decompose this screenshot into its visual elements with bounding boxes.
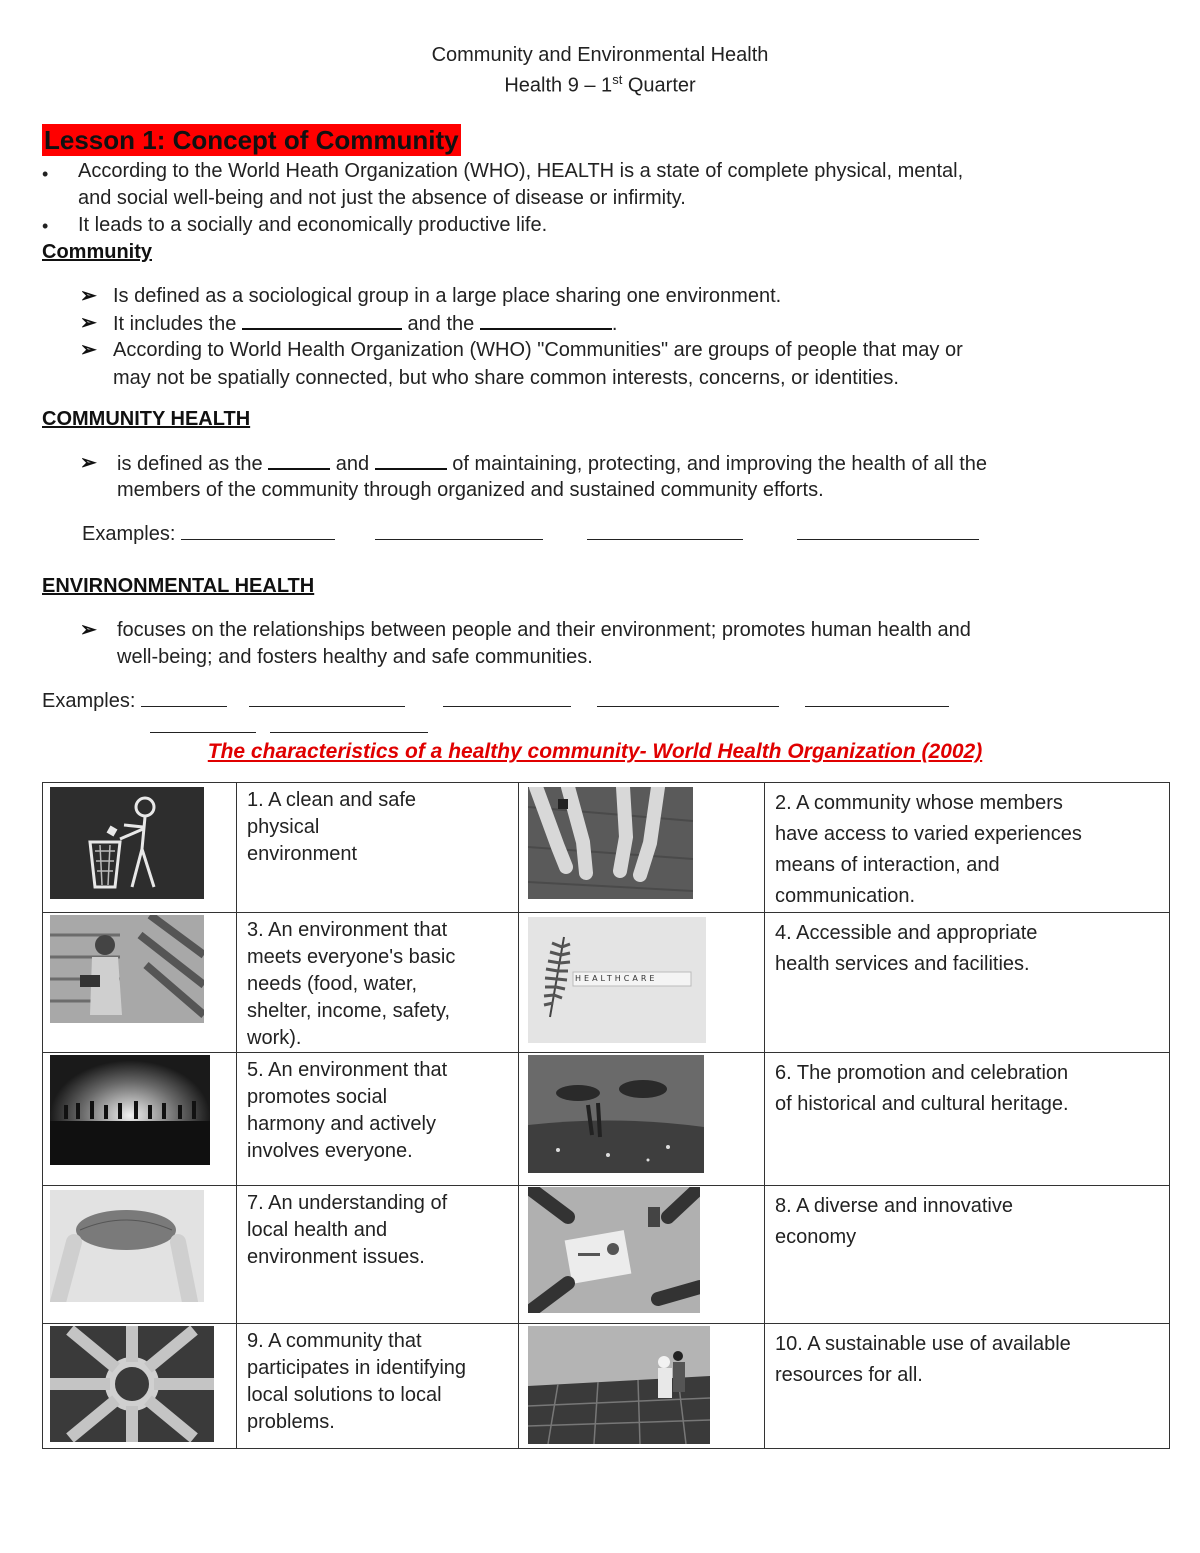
characteristic-6	[765, 1053, 1170, 1186]
fill-blank	[141, 688, 227, 707]
bullet-symbol: •	[42, 164, 49, 184]
community-heading: Community	[42, 241, 152, 263]
characteristic-9-line: local solutions to local	[247, 1384, 442, 1406]
fill-blank	[480, 310, 612, 330]
business-meeting-image	[528, 1187, 700, 1313]
characteristic-4-line: health services and facilities.	[775, 953, 1030, 975]
environmental-health-examples-2	[150, 714, 428, 741]
lesson-bullet-1b: and social well-being and not just the absence of disease or infirmity.	[78, 187, 686, 209]
arrow-icon: ➢	[80, 312, 97, 334]
fill-blank	[181, 521, 335, 540]
arrow-icon: ➢	[80, 285, 97, 307]
characteristic-2-line: communication.	[775, 885, 916, 907]
community-health-line-2: members of the community through organized and sustained community efforts.	[117, 479, 824, 501]
community-health-heading: COMMUNITY HEALTH	[42, 408, 251, 430]
image-cell	[519, 783, 765, 913]
healthcare-tile-text: HEALTHCARE	[575, 974, 658, 983]
community-item-2: It includes the and the .	[113, 310, 617, 338]
bullet-symbol: •	[42, 216, 49, 236]
subtitle-sup: st	[612, 72, 623, 87]
ch-text-c: of maintaining, protecting, and improving the health of all the	[452, 453, 988, 475]
community-item-2-text-b: and the	[407, 313, 475, 335]
characteristic-8	[765, 1186, 1170, 1324]
arrow-icon: ➢	[80, 452, 97, 474]
hands-on-table-image	[528, 787, 693, 899]
characteristic-2-line: have access to varied experiences	[775, 823, 1082, 845]
grocery-shopper-image	[50, 915, 204, 1023]
table-row	[43, 1186, 1170, 1324]
fill-blank	[587, 521, 743, 540]
characteristic-2-line: 2. A community whose members	[775, 792, 1063, 814]
characteristic-5-line: 5. An environment that	[247, 1059, 448, 1081]
document-subtitle	[0, 72, 1200, 98]
linked-arms-image	[50, 1326, 214, 1442]
characteristic-2	[765, 783, 1170, 913]
table-row	[43, 913, 1170, 1053]
ch-text-a: is defined as the	[117, 453, 263, 475]
environmental-health-examples	[42, 688, 949, 715]
characteristic-1	[237, 783, 519, 913]
subtitle-suffix: Quarter	[622, 74, 696, 97]
characteristic-3-line: needs (food, water,	[247, 973, 418, 995]
image-cell	[519, 1324, 765, 1449]
characteristic-1-line: 1. A clean and safe	[247, 789, 417, 811]
table-row	[43, 783, 1170, 913]
lesson-title: Lesson 1: Concept of Community	[44, 125, 459, 155]
environmental-health-line-1: focuses on the relationships between people and their environment; promotes human health and	[117, 619, 971, 641]
fill-blank	[375, 521, 543, 540]
image-cell	[43, 783, 237, 913]
characteristic-4-line: 4. Accessible and appropriate	[775, 922, 1038, 944]
characteristic-3-line: work).	[247, 1027, 302, 1049]
characteristic-3	[237, 913, 519, 1053]
characteristic-5	[237, 1053, 519, 1186]
environmental-health-line-2: well-being; and fosters healthy and safe communities.	[117, 646, 593, 668]
examples-label: Examples:	[82, 523, 176, 545]
fill-blank	[270, 714, 428, 733]
image-cell	[519, 1053, 765, 1186]
community-item-3b: may not be spatially connected, but who share common interests, concerns, or identities.	[113, 367, 899, 389]
solar-panels-image	[528, 1326, 710, 1444]
characteristic-5-line: involves everyone.	[247, 1140, 413, 1162]
characteristic-7-line: local health and	[247, 1219, 388, 1241]
fill-blank	[150, 714, 256, 733]
fill-blank	[249, 688, 405, 707]
fill-blank	[597, 688, 779, 707]
characteristic-10-line: 10. A sustainable use of available	[775, 1333, 1071, 1355]
arrow-icon: ➢	[80, 339, 97, 361]
lesson-bullet-1a: According to the World Heath Organization (WHO), HEALTH is a state of complete physical, mental,	[78, 160, 964, 182]
lesson-bullet-2: It leads to a socially and economically productive life.	[78, 214, 548, 236]
characteristic-7	[237, 1186, 519, 1324]
image-cell	[43, 913, 237, 1053]
characteristic-7-line: 7. An understanding of	[247, 1192, 448, 1214]
people-jumping-image	[50, 1055, 210, 1165]
characteristic-8-line: economy	[775, 1226, 857, 1248]
ch-text-b: and	[335, 453, 370, 475]
image-cell	[519, 1186, 765, 1324]
image-cell	[43, 1053, 237, 1186]
document-title: Community and Environmental Health	[431, 44, 769, 66]
characteristic-3-line: meets everyone's basic	[247, 946, 456, 968]
characteristic-5-line: promotes social	[247, 1086, 388, 1108]
characteristic-2-line: means of interaction, and	[775, 854, 1000, 876]
characteristic-1-line: environment	[247, 843, 358, 865]
table-row	[43, 1053, 1170, 1186]
festival-umbrellas-image	[528, 1055, 704, 1173]
characteristic-9-line: 9. A community that	[247, 1330, 422, 1352]
arrow-icon: ➢	[80, 619, 97, 641]
examples-label: Examples:	[42, 690, 136, 712]
community-item-2-text: It includes the	[113, 313, 237, 335]
characteristic-7-line: environment issues.	[247, 1246, 425, 1268]
community-item-3a: According to World Health Organization (WHO) "Communities" are groups of people that may or	[113, 339, 963, 361]
characteristic-9-line: participates in identifying	[247, 1357, 467, 1379]
characteristics-title: The characteristics of a healthy community- World Health Organization (2002)	[207, 740, 983, 763]
environmental-health-heading: ENVIRNONMENTAL HEALTH	[42, 575, 315, 597]
fill-blank	[797, 521, 979, 540]
fill-blank	[443, 688, 571, 707]
fill-blank	[242, 310, 402, 330]
characteristic-3-line: shelter, income, safety,	[247, 1000, 451, 1022]
characteristic-4	[765, 913, 1170, 1053]
table-row	[43, 1324, 1170, 1449]
characteristic-9	[237, 1324, 519, 1449]
face-mask-hands-image	[50, 1190, 204, 1302]
characteristic-6-line: of historical and cultural heritage.	[775, 1093, 1069, 1115]
community-health-examples	[82, 521, 979, 548]
characteristic-6-line: 6. The promotion and celebration	[775, 1062, 1069, 1084]
image-cell	[43, 1324, 237, 1449]
community-item-1: Is defined as a sociological group in a large place sharing one environment.	[113, 285, 782, 307]
community-health-line-1	[117, 450, 987, 478]
characteristics-table	[42, 782, 1170, 1449]
fill-blank	[805, 688, 949, 707]
characteristic-5-line: harmony and actively	[247, 1113, 436, 1135]
subtitle-prefix: Health 9 – 1	[504, 74, 613, 97]
characteristic-9-line: problems.	[247, 1411, 335, 1433]
characteristic-3-line: 3. An environment that	[247, 919, 448, 941]
characteristic-10	[765, 1324, 1170, 1449]
image-cell	[519, 913, 765, 1053]
fill-blank	[375, 450, 447, 470]
fill-blank	[268, 450, 330, 470]
image-cell	[43, 1186, 237, 1324]
healthcare-tiles-image	[528, 917, 706, 1043]
trash-bin-sign-image	[50, 787, 204, 899]
characteristic-1-line: physical	[247, 816, 320, 838]
characteristic-10-line: resources for all.	[775, 1364, 923, 1386]
characteristic-8-line: 8. A diverse and innovative	[775, 1195, 1013, 1217]
